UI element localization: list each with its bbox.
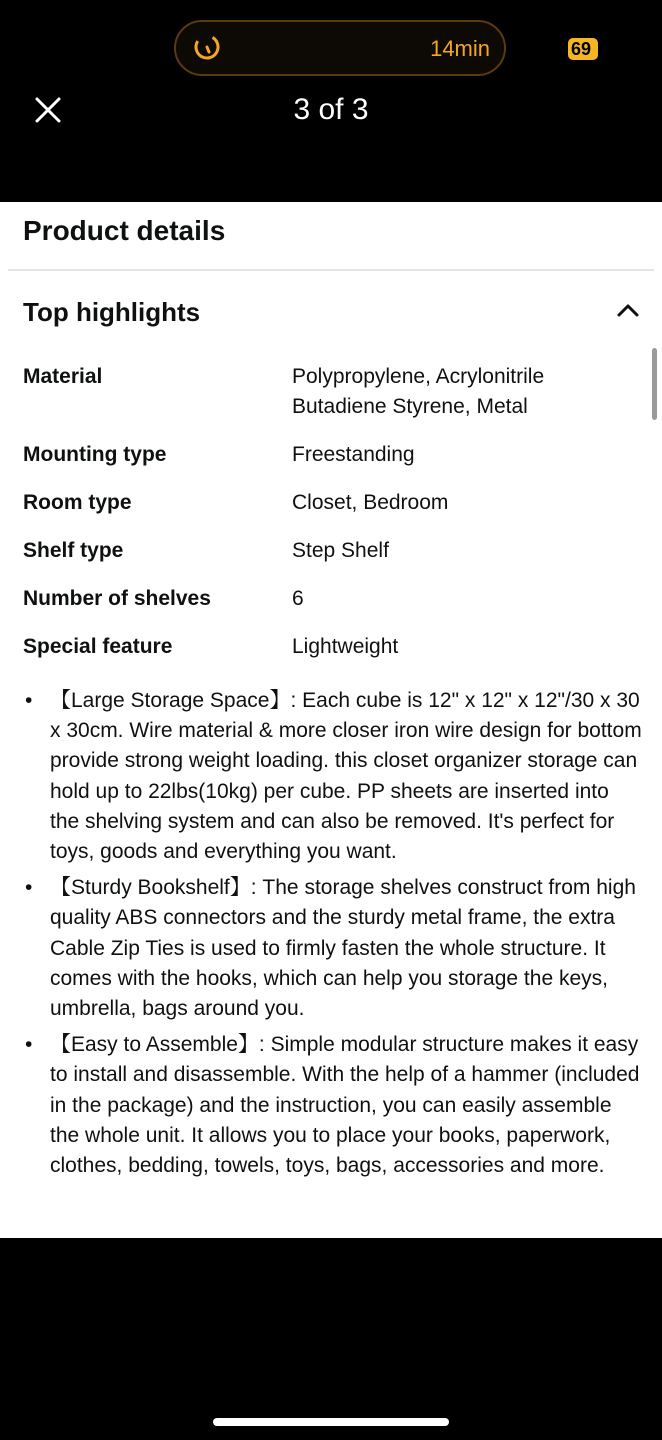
list-item <box>23 1030 643 1181</box>
battery-badge: 69 <box>568 38 598 60</box>
status-bar <box>0 0 662 90</box>
attribute-value: Closet, Bedroom <box>292 491 449 514</box>
list-item <box>23 686 643 867</box>
collapse-highlights-button[interactable] <box>614 296 642 324</box>
attribute-key: Shelf type <box>23 539 124 562</box>
attribute-key: Material <box>23 365 103 388</box>
screen-time-pill[interactable] <box>174 20 506 76</box>
bullet-dot: • <box>25 689 33 712</box>
attribute-key: Room type <box>23 491 132 514</box>
product-details-panel <box>0 202 662 1238</box>
home-indicator[interactable] <box>213 1418 449 1426</box>
attribute-value: Polypropylene, Acrylonitrile Butadiene Styrene, Metal <box>292 365 545 418</box>
page-counter: 3 of 3 <box>293 93 369 126</box>
scrollbar[interactable] <box>652 348 657 420</box>
attribute-key: Mounting type <box>23 443 167 466</box>
highlights-title: Top highlights <box>23 297 201 327</box>
timer-text: 14min <box>430 36 490 61</box>
bullet-text: 【Sturdy Bookshelf】: The storage shelves construct from high quality ABS connectors and the sturdy metal frame, the extra Cable Zip Ties is used to firmly fasten the whole structure. It comes with the hooks, which can help you storage the keys, umbrella, bags around you. <box>50 876 636 1021</box>
bullet-text: 【Large Storage Space】: Each cube is 12" x 12" x 12"/30 x 30 x 30cm. Wire material & more closer iron wire design for bottom provide strong weight loading. this closet organizer storage can hold up to 22lbs(10kg) per cube. PP sheets are inserted into the shelving system and can also be removed. It's perfect for toys, goods and everything you want. <box>50 689 642 864</box>
attribute-value: Lightweight <box>292 635 399 658</box>
section-title: Product details <box>23 215 226 246</box>
attribute-value: Step Shelf <box>292 539 389 562</box>
attribute-value: Freestanding <box>292 443 415 466</box>
bullet-dot: • <box>25 876 33 900</box>
attribute-value: 6 <box>292 587 304 610</box>
attribute-key: Number of shelves <box>23 587 211 610</box>
divider <box>8 269 654 271</box>
feature-bullets <box>23 686 643 1187</box>
bullet-text: 【Easy to Assemble】: Simple modular structure makes it easy to install and disassemble. With the help of a hammer (included in the package) and the instruction, you can easily assemble the whole unit. It allows you to place your books, paperwork, clothes, bedding, towels, toys, bags, accessories and more. <box>50 1033 640 1178</box>
timer-circle-icon <box>192 32 222 62</box>
attribute-key: Special feature <box>23 635 173 658</box>
list-item <box>23 873 643 1024</box>
chevron-up-icon <box>614 296 642 324</box>
nav-header <box>0 80 662 202</box>
bullet-dot: • <box>25 1033 33 1057</box>
